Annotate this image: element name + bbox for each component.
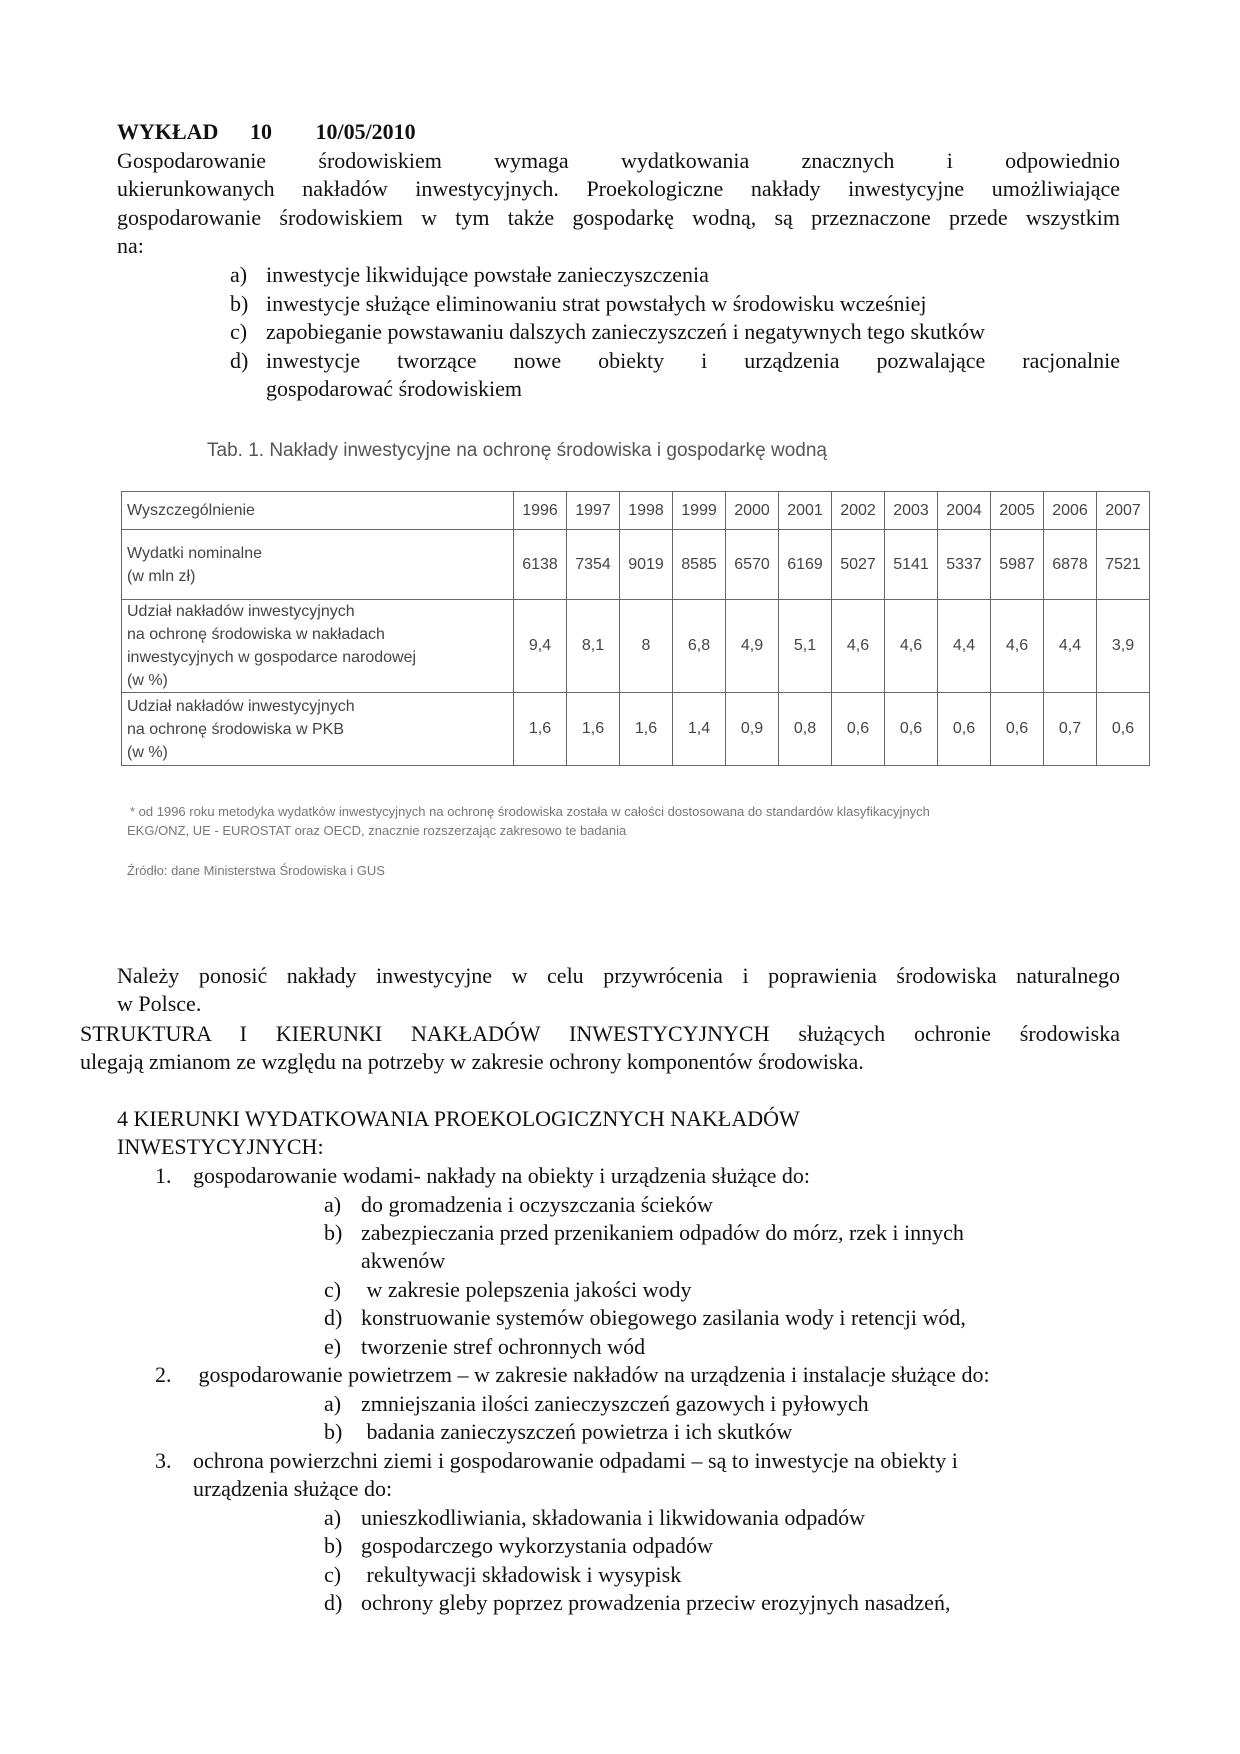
investment-table	[121, 491, 1150, 766]
list-marker: a)	[324, 1192, 342, 1217]
list-item-text: gospodarczego wykorzystania odpadów	[361, 1533, 713, 1558]
row-label	[122, 530, 514, 600]
list-item-text: gospodarowanie wodami- nakłady na obiekty i urządzenia służące do:	[193, 1163, 810, 1188]
value-cell: 1,4	[673, 693, 726, 766]
value-cell: 6138	[514, 530, 567, 600]
value-cell: 0,9	[726, 693, 779, 766]
value-cell: 9,4	[514, 600, 567, 693]
year-cell: 1997	[567, 492, 620, 530]
year-cell: 2000	[726, 492, 779, 530]
intro-line: Gospodarowanie środowiskiem wymaga wydatkowania znacznych i odpowiednio	[117, 148, 1120, 173]
row-label-line: (w mln zł)	[127, 567, 196, 585]
sub-list-item	[324, 1504, 1104, 1532]
value-cell: 0,6	[885, 693, 938, 766]
list-marker: a)	[324, 1391, 342, 1416]
year-cell: 2003	[885, 492, 938, 530]
value-cell: 5,1	[779, 600, 832, 693]
row-label-line: (w %)	[127, 743, 168, 761]
table-header-label: Wyszczególnienie	[122, 492, 514, 530]
table-caption: Tab. 1. Nakłady inwestycyjne na ochronę środowiska i gospodarkę wodną	[207, 440, 827, 461]
value-cell: 4,4	[938, 600, 991, 693]
sub-list-item	[324, 1333, 1104, 1361]
sub-list-item	[324, 1219, 1104, 1275]
intro-list-item	[230, 290, 1120, 318]
table-row	[122, 600, 1150, 693]
list-marker: d)	[324, 1590, 343, 1615]
value-cell: 8585	[673, 530, 726, 600]
value-cell: 7521	[1097, 530, 1150, 600]
list-marker: d)	[324, 1305, 343, 1330]
table-footnote: EKG/ONZ, UE - EUROSTAT oraz OECD, znacznie rozszerzając zakresowo te badania	[127, 823, 627, 838]
sub-list-item	[324, 1304, 1104, 1332]
list-marker: c)	[230, 319, 248, 344]
list-marker: a)	[324, 1505, 342, 1530]
year-cell: 1998	[620, 492, 673, 530]
value-cell: 0,6	[991, 693, 1044, 766]
body-line: w Polsce.	[117, 991, 202, 1016]
list-item-text: konstruowanie systemów obiegowego zasilania wody i retencji wód,	[361, 1305, 966, 1330]
intro-list-item	[230, 261, 1120, 289]
sub-list-item	[324, 1276, 1104, 1304]
value-cell: 5337	[938, 530, 991, 600]
list-marker: b)	[324, 1220, 343, 1245]
lecture-title-word: WYKŁAD	[117, 119, 219, 144]
intro-line: gospodarowanie środowiskiem w tym także gospodarkę wodną, są przeznaczone przede wszystkim	[117, 205, 1120, 230]
value-cell: 4,4	[1044, 600, 1097, 693]
row-label-line: inwestycyjnych w gospodarce narodowej	[127, 649, 417, 666]
value-cell: 6169	[779, 530, 832, 600]
intro-line: ukierunkowanych nakładów inwestycyjnych. Proekologiczne nakłady inwestycyjne umożliwiające	[117, 176, 1120, 201]
section-heading: 4 KIERUNKI WYDATKOWANIA PROEKOLOGICZNYCH NAKŁADÓW	[117, 1106, 800, 1131]
list-item-text: unieszkodliwiania, składowania i likwidowania odpadów	[361, 1505, 866, 1530]
section-heading: INWESTYCYJNYCH:	[117, 1134, 324, 1159]
value-cell: 8,1	[567, 600, 620, 693]
list-marker: d)	[230, 348, 249, 373]
value-cell: 6570	[726, 530, 779, 600]
table-source: Źródło: dane Ministerstwa Środowiska i GUS	[127, 863, 385, 878]
value-cell: 6878	[1044, 530, 1097, 600]
year-cell: 2002	[832, 492, 885, 530]
sub-list-item	[324, 1532, 1104, 1560]
list-item-text: inwestycje służące eliminowaniu strat powstałych w środowisku wcześniej	[266, 291, 927, 316]
value-cell: 3,9	[1097, 600, 1150, 693]
numbered-item	[155, 1162, 1115, 1190]
table-row	[122, 530, 1150, 600]
value-cell: 1,6	[514, 693, 567, 766]
year-cell: 1999	[673, 492, 726, 530]
list-item-text: akwenów	[361, 1248, 446, 1273]
value-cell: 5141	[885, 530, 938, 600]
value-cell: 7354	[567, 530, 620, 600]
row-label	[122, 693, 514, 766]
list-marker: 1.	[155, 1163, 172, 1188]
row-label-line: Udział nakładów inwestycyjnych	[127, 697, 355, 715]
list-item-text: ochrony gleby poprzez prowadzenia przeciw erozyjnych nasadzeń,	[361, 1590, 951, 1615]
list-item-text: inwestycje tworzące nowe obiekty i urządzenia pozwalające racjonalnie	[266, 348, 1120, 373]
list-item-text: rekultywacji składowisk i wysypisk	[361, 1562, 682, 1587]
lecture-date: 10/05/2010	[315, 119, 416, 144]
sub-list-item	[324, 1418, 1104, 1446]
row-label-line: (w %)	[127, 672, 168, 689]
list-item-text: gospodarowanie powietrzem – w zakresie nakładów na urządzenia i instalacje służące do:	[193, 1362, 990, 1387]
value-cell: 6,8	[673, 600, 726, 693]
value-cell: 4,6	[991, 600, 1044, 693]
body-line: STRUKTURA I KIERUNKI NAKŁADÓW INWESTYCYJNYCH służących ochronie środowiska	[80, 1021, 1120, 1046]
lecture-title	[117, 118, 416, 146]
list-item-text: badania zanieczyszczeń powietrza i ich skutków	[361, 1419, 793, 1444]
body-line: ulegają zmianom ze względu na potrzeby w zakresie ochrony komponentów środowiska.	[80, 1049, 864, 1074]
row-label	[122, 600, 514, 693]
intro-list-item	[230, 318, 1120, 346]
value-cell: 0,8	[779, 693, 832, 766]
list-marker: c)	[324, 1562, 342, 1587]
body-line: Należy ponosić nakłady inwestycyjne w celu przywrócenia i poprawienia środowiska naturalnego	[117, 963, 1120, 988]
table-footnote: * od 1996 roku metodyka wydatków inwestycyjnych na ochronę środowiska została w całości dostosowana do standardów klasyfikacyjnych	[130, 804, 930, 819]
row-label-line: na ochronę środowiska w nakładach	[127, 626, 385, 643]
list-item-text: zabezpieczania przed przenikaniem odpadów do mórz, rzek i innych	[361, 1220, 964, 1245]
year-cell: 2005	[991, 492, 1044, 530]
list-item-text: urządzenia służące do:	[193, 1476, 393, 1501]
value-cell: 0,7	[1044, 693, 1097, 766]
list-marker: b)	[324, 1533, 343, 1558]
year-cell: 2004	[938, 492, 991, 530]
year-cell: 2006	[1044, 492, 1097, 530]
list-item-text: w zakresie polepszenia jakości wody	[361, 1277, 692, 1302]
list-item-text: zapobieganie powstawaniu dalszych zanieczyszczeń i negatywnych tego skutków	[266, 319, 986, 344]
sub-list-item	[324, 1561, 1104, 1589]
list-item-text: tworzenie stref ochronnych wód	[361, 1334, 646, 1359]
list-marker: c)	[324, 1277, 342, 1302]
year-cell: 1996	[514, 492, 567, 530]
value-cell: 4,9	[726, 600, 779, 693]
row-label-line: Wydatki nominalne	[127, 544, 263, 562]
value-cell: 5987	[991, 530, 1044, 600]
list-marker: a)	[230, 262, 248, 287]
value-cell: 4,6	[885, 600, 938, 693]
value-cell: 0,6	[1097, 693, 1150, 766]
year-cell: 2001	[779, 492, 832, 530]
list-item-text: do gromadzenia i oczyszczania ścieków	[361, 1192, 713, 1217]
list-marker: 3.	[155, 1448, 172, 1473]
value-cell: 1,6	[567, 693, 620, 766]
year-cell: 2007	[1097, 492, 1150, 530]
sub-list-item	[324, 1589, 1104, 1617]
intro-line: na:	[117, 233, 144, 258]
lecture-number: 10	[249, 119, 272, 144]
value-cell: 8	[620, 600, 673, 693]
value-cell: 4,6	[832, 600, 885, 693]
list-marker: e)	[324, 1334, 342, 1359]
table-header-row	[122, 492, 1150, 530]
value-cell: 0,6	[938, 693, 991, 766]
list-item-text: gospodarować środowiskiem	[266, 376, 523, 401]
intro-list-item	[230, 347, 1120, 403]
row-label-line: na ochronę środowiska w PKB	[127, 720, 344, 738]
list-marker: b)	[324, 1419, 343, 1444]
numbered-item	[155, 1361, 1115, 1389]
list-item-text: inwestycje likwidujące powstałe zanieczyszczenia	[266, 262, 709, 287]
sub-list-item	[324, 1191, 1104, 1219]
numbered-item	[155, 1447, 1115, 1503]
table-row	[122, 693, 1150, 766]
value-cell: 9019	[620, 530, 673, 600]
list-marker: 2.	[155, 1362, 172, 1387]
list-item-text: zmniejszania ilości zanieczyszczeń gazowych i pyłowych	[361, 1391, 869, 1416]
list-item-text: ochrona powierzchni ziemi i gospodarowanie odpadami – są to inwestycje na obiekty i	[193, 1448, 958, 1473]
row-label-line: Udział nakładów inwestycyjnych	[127, 603, 355, 620]
value-cell: 5027	[832, 530, 885, 600]
value-cell: 0,6	[832, 693, 885, 766]
sub-list-item	[324, 1390, 1104, 1418]
value-cell: 1,6	[620, 693, 673, 766]
list-marker: b)	[230, 291, 249, 316]
